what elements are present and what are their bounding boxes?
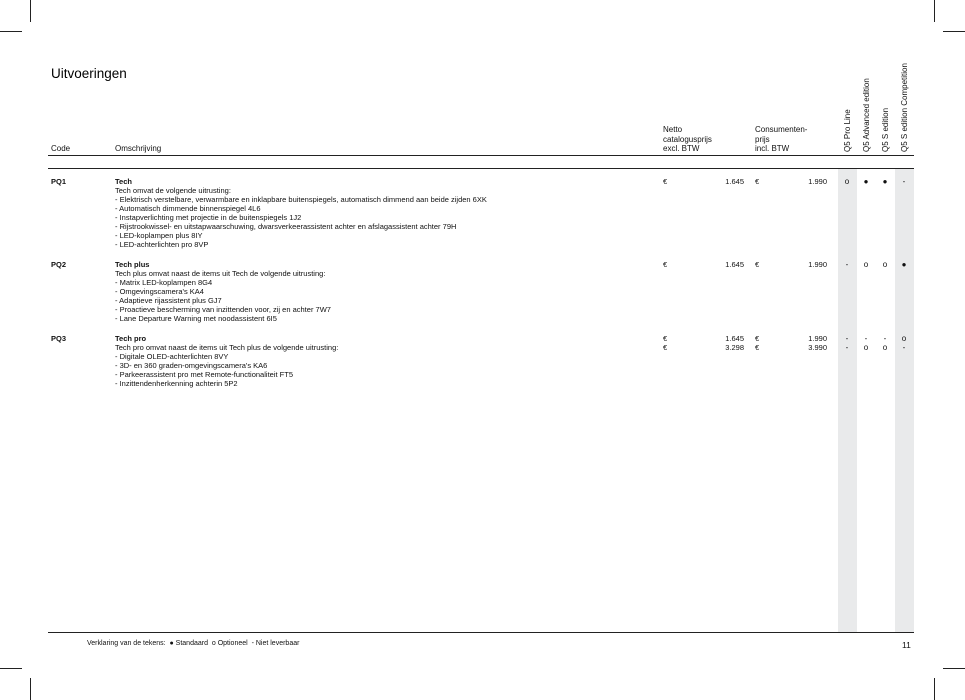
header-net-line2: catalogusprijs — [663, 134, 712, 144]
page-number: 11 — [902, 640, 911, 650]
header-consumer-line1: Consumenten- — [755, 125, 808, 134]
crop-mark — [30, 678, 31, 700]
availability-mark: - — [845, 334, 849, 343]
legend-optional: o Optioneel — [211, 640, 248, 647]
net-price: 3.298 — [725, 343, 744, 352]
availability-mark: ● — [901, 260, 907, 269]
consumer-price: 1.990 — [808, 177, 827, 186]
model-header-4: Q5 S edition Competition — [900, 63, 909, 152]
currency-consumer: € — [755, 343, 760, 352]
currency-consumer: € — [755, 334, 760, 343]
package-line: - Instapverlichting met projectie in de buitenspiegels 1J2 — [115, 213, 302, 222]
package-name: Tech plus — [115, 260, 150, 269]
currency-consumer: € — [755, 260, 760, 269]
package-code: PQ3 — [51, 334, 67, 343]
net-price: 1.645 — [725, 177, 744, 186]
package-line: Tech pro omvat naast de items uit Tech plus de volgende uitrusting: — [115, 343, 339, 352]
header-net-line3: excl. BTW — [663, 144, 700, 153]
availability-mark: o — [882, 343, 888, 352]
currency-net: € — [663, 177, 668, 186]
package-line: - LED-koplampen plus 8IY — [115, 231, 203, 240]
availability-mark: - — [845, 260, 849, 269]
availability-mark: - — [864, 334, 868, 343]
footer-rule — [48, 632, 914, 633]
package-line: - Automatisch dimmende binnenspiegel 4L6 — [115, 204, 261, 213]
package-line: - Proactieve bescherming van inzittenden voor, zij en achter 7W7 — [115, 305, 331, 314]
package-line: - Adaptieve rijassistent plus GJ7 — [115, 296, 222, 305]
package-name: Tech pro — [115, 334, 147, 343]
package-line: - Matrix LED-koplampen 8G4 — [115, 278, 213, 287]
crop-mark — [934, 0, 935, 22]
shade-col-1 — [838, 168, 857, 632]
consumer-price: 3.990 — [808, 343, 827, 352]
consumer-price: 1.990 — [808, 260, 827, 269]
package-name: Tech — [115, 177, 132, 186]
package-code: PQ1 — [51, 177, 67, 186]
net-price: 1.645 — [725, 334, 744, 343]
crop-mark — [0, 668, 22, 669]
availability-mark: ● — [863, 177, 869, 186]
package-line: - Lane Departure Warning met noodassistent 6I5 — [115, 314, 277, 323]
package-line: - Digitale OLED-achterlichten 8VY — [115, 352, 229, 361]
currency-consumer: € — [755, 177, 760, 186]
header-net-price — [663, 125, 712, 154]
availability-mark: - — [902, 343, 906, 352]
header-description: Omschrijving — [115, 144, 162, 153]
header-rule-bottom — [48, 168, 914, 169]
header-code: Code — [51, 144, 71, 153]
crop-mark — [30, 0, 31, 22]
header-consumer-line3: incl. BTW — [755, 144, 790, 153]
package-line: Tech omvat de volgende uitrusting: — [115, 186, 231, 195]
legend — [87, 640, 299, 647]
package-line: Tech plus omvat naast de items uit Tech de volgende uitrusting: — [115, 269, 326, 278]
header-consumer-line2: prijs — [755, 134, 770, 144]
availability-mark: - — [883, 334, 887, 343]
crop-mark — [934, 678, 935, 700]
availability-mark: - — [845, 343, 849, 352]
currency-net: € — [663, 260, 668, 269]
currency-net: € — [663, 334, 668, 343]
net-price: 1.645 — [725, 260, 744, 269]
model-header-2: Q5 Advanced edition — [862, 78, 871, 152]
package-line: - Omgevingscamera's KA4 — [115, 287, 204, 296]
crop-mark — [943, 31, 965, 32]
availability-mark: ● — [882, 177, 888, 186]
legend-standard: ● Standaard — [169, 640, 208, 647]
model-header-3: Q5 S edition — [881, 107, 890, 152]
header-rule — [48, 155, 914, 156]
consumer-price: 1.990 — [808, 334, 827, 343]
availability-mark: o — [901, 334, 907, 343]
model-header-1: Q5 Pro Line — [843, 109, 852, 152]
availability-mark: o — [863, 260, 869, 269]
package-line: - Parkeerassistent pro met Remote-functionaliteit FT5 — [115, 370, 293, 379]
package-code: PQ2 — [51, 260, 67, 269]
header-net-line1: Netto — [663, 125, 683, 134]
page-title: Uitvoeringen — [51, 66, 127, 81]
package-line: - Rijstrookwissel- en uitstapwaarschuwing, dwarsverkeerassistent achter en afslagassistent achter 79H — [115, 222, 457, 231]
availability-mark: o — [844, 177, 850, 186]
crop-mark — [0, 31, 22, 32]
legend-prefix: Verklaring van de tekens: — [87, 640, 166, 647]
crop-mark — [943, 668, 965, 669]
package-line: - Inzittendenherkenning achterin 5P2 — [115, 379, 238, 388]
availability-mark: o — [882, 260, 888, 269]
package-line: - 3D- en 360 graden-omgevingscamera's KA6 — [115, 361, 268, 370]
availability-mark: - — [902, 177, 906, 186]
package-line: - Elektrisch verstelbare, verwarmbare en inklapbare buitenspiegels, automatisch dimmend aan beide zijden 6XK — [115, 195, 487, 204]
header-consumer-price — [755, 125, 807, 154]
legend-unavailable: - Niet leverbaar — [251, 640, 300, 647]
package-line: - LED-achterlichten pro 8VP — [115, 240, 209, 249]
availability-mark: o — [863, 343, 869, 352]
shade-col-4 — [895, 168, 914, 632]
currency-net: € — [663, 343, 668, 352]
